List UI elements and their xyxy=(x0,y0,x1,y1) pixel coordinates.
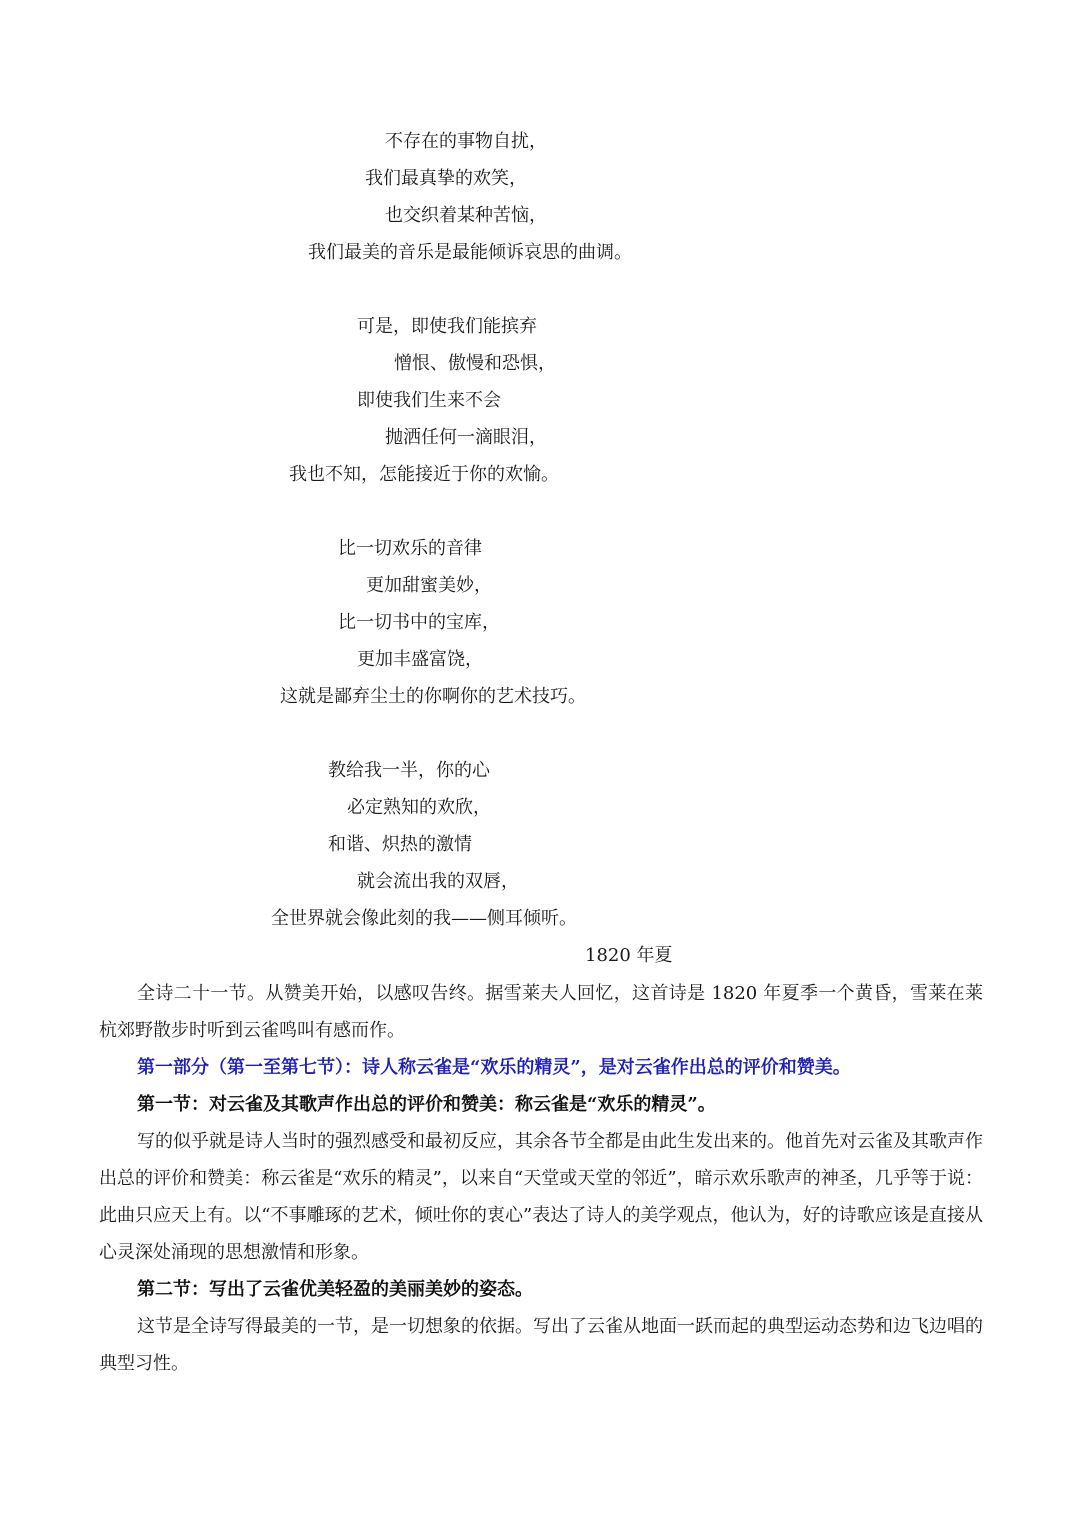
poem-line: 全世界就会像此刻的我——侧耳倾听。 xyxy=(271,908,577,929)
poem-line: 我也不知，怎能接近于你的欢愉。 xyxy=(289,464,559,485)
poem-line: 比一切书中的宝库， xyxy=(338,612,500,633)
poem-line: 不存在的事物自扰， xyxy=(385,131,547,152)
part-one-heading: 第一部分（第一至第七节）：诗人称云雀是“欢乐的精灵”，是对云雀作出总的评价和赞美。 xyxy=(137,1057,851,1078)
poem-line: 我们最真挚的欢笑， xyxy=(365,168,527,189)
poem-line: 抛洒任何一滴眼泪， xyxy=(385,427,547,448)
poem-line: 憎恨、傲慢和恐惧， xyxy=(394,353,556,374)
section-one-body: 写的似乎就是诗人当时的强烈感受和最初反应，其余各节全都是由此生发出来的。他首先对云雀及其歌声作出总的评价和赞美：称云雀是“欢乐的精灵”，以来自“天堂或天堂的邻近”，暗示欢乐歌声的神圣，几乎等于说：此曲只应天上有。以“不事雕琢的艺术，倾吐你的衷心”表达了诗人的美学观点，他认为，好的诗歌应该是直接从心灵深处涌现的思想激情和形象。 xyxy=(99,1131,983,1263)
poem-line: 也交织着某种苦恼， xyxy=(385,205,547,226)
poem-line: 更加丰盛富饶， xyxy=(357,649,483,670)
poem-line: 就会流出我的双唇， xyxy=(357,871,519,892)
poem-line: 和谐、炽热的激情 xyxy=(328,834,472,855)
poem-line: 即使我们生来不会 xyxy=(357,390,501,411)
intro-paragraph: 全诗二十一节。从赞美开始，以感叹告终。据雪莱夫人回忆，这首诗是 1820 年夏季一个黄昏，雪莱在莱杭郊野散步时听到云雀鸣叫有感而作。 xyxy=(99,983,983,1041)
poem-line: 必定熟知的欢欣， xyxy=(347,797,491,818)
poem-line: 我们最美的音乐是最能倾诉哀思的曲调。 xyxy=(308,242,632,263)
poem-line: 更加甜蜜美妙， xyxy=(366,575,492,596)
poem-line: 可是，即使我们能摈弃 xyxy=(357,316,537,337)
section-two-body: 这节是全诗写得最美的一节，是一切想象的依据。写出了云雀从地面一跃而起的典型运动态势和边飞边唱的典型习性。 xyxy=(99,1316,983,1374)
poem-line: 这就是鄙弃尘土的你啊你的艺术技巧。 xyxy=(280,686,586,707)
poem-date: 1820 年夏 xyxy=(585,945,673,966)
section-one-heading: 第一节：对云雀及其歌声作出总的评价和赞美：称云雀是“欢乐的精灵”。 xyxy=(137,1094,716,1115)
poem-line: 比一切欢乐的音律 xyxy=(338,538,482,559)
section-two-heading: 第二节：写出了云雀优美轻盈的美丽美妙的姿态。 xyxy=(137,1279,533,1300)
poem-line: 教给我一半，你的心 xyxy=(328,760,490,781)
